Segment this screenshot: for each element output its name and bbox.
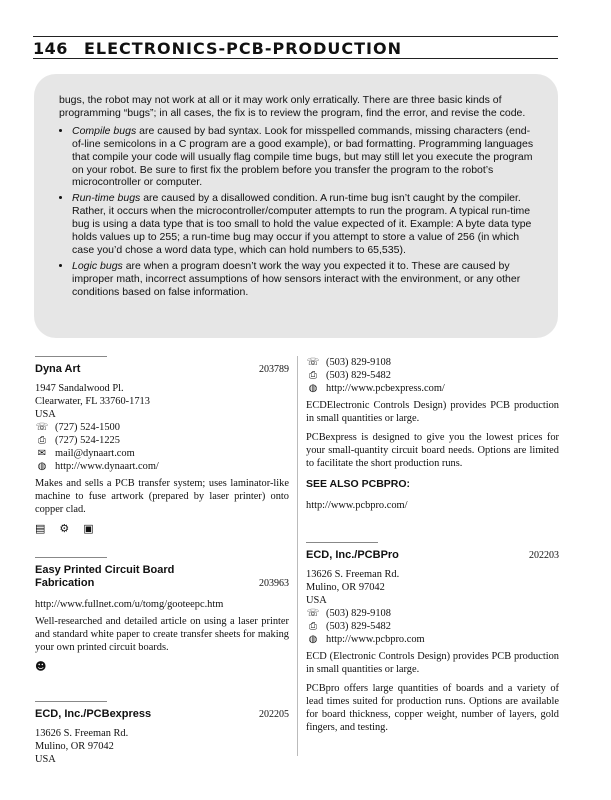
sidebar-box [34,74,558,338]
address-line: Mulino, OR 97042 [306,582,385,593]
entry-description: Well-researched and detailed article on using a laser printer and standard white paper to create transfer sheets for making your own printed circuit boards. [35,616,289,653]
header-rule [33,58,558,59]
country: USA [35,754,56,765]
chapter-title: ELECTRONICS-PCB-PRODUCTION [83,39,402,58]
bullet-text: are when a program doesn’t work the way you expected it to. These are caused by improper math, incorrect assumptions of how sensors interact with the environment, or any other conditions based on false information. [72,259,521,298]
fax-number: (503) 829-5482 [326,621,391,632]
see-also-heading: SEE ALSO PCBPRO: [306,478,411,490]
address-line: Clearwater, FL 33760-1713 [35,396,150,407]
gear-globe-icon: ⚙ [59,522,70,535]
address-line: 13626 S. Freeman Rd. [35,728,129,739]
bullet-term: Run-time bugs [72,192,141,205]
see-also-link[interactable]: http://www.pcbpro.com/ [306,500,408,511]
fax-icon: ⎙ [309,369,317,381]
phone-icon: ☏ [306,607,320,619]
entry-easy-pcb [35,557,289,673]
entry-description: Makes and sells a PCB transfer system; uses laminator-like machine to fuse artwork (prepared by laser printer) onto copper clad. [35,478,289,515]
web-link[interactable]: http://www.fullnet.com/u/tomg/gooteepc.htm [35,599,224,610]
column-divider [297,356,298,756]
page-number: 146 [33,39,68,58]
entry-name: Dyna Art [35,363,81,375]
fax-number: (727) 524-1225 [55,435,120,446]
entry-id: 202203 [529,550,559,561]
entry-dyna-art [35,356,289,535]
entry-id: 203963 [259,578,289,589]
phone-icon: ☏ [306,356,320,368]
bullet-term: Logic bugs [72,259,123,272]
computer-icon: ▣ [83,522,94,535]
right-column [306,356,559,740]
globe-icon: ◍ [308,633,318,645]
phone-number: (727) 524-1500 [55,422,120,433]
fax-icon: ⎙ [309,620,317,632]
entry-id: 202205 [259,709,289,720]
list-item [72,260,535,299]
entry-ecd-pcbexpress-continued [306,356,559,512]
bug-list [59,125,535,299]
entry-description: ECD (Electronic Controls Design) provides PCB production in small quantities or large. [306,651,559,675]
sidebar-intro: bugs, the robot may not work at all or it may work only erratically. There are three basic kinds of programming “bugs”; in all cases, the fix is to review the program, find the error, and revise the code. [59,94,526,119]
web-link[interactable]: http://www.pcbexpress.com/ [326,383,445,394]
web-link[interactable]: http://www.pcbpro.com [326,634,425,645]
country: USA [306,595,327,606]
address-line: Mulino, OR 97042 [35,741,114,752]
entry-description: PCBexpress is designed to give you the lowest prices for your small-quantity circuit board needs. Options are limited to facilitate the short production runs. [306,432,559,469]
entry-ecd-pcbpro [306,542,559,734]
left-column [35,356,289,766]
phone-number: (503) 829-9108 [326,608,391,619]
document-icon: ▤ [35,522,46,535]
address-line: 1947 Sandalwood Pl. [35,383,124,394]
web-link[interactable]: http://www.dynaart.com/ [55,461,159,472]
entry-description: PCBpro offers large quantities of boards and a variety of lead times suited for production runs. Options are available for board thickness, copper weight, number of layers, gold fingers, and testing. [306,683,559,733]
category-icons [35,522,289,535]
header-top-rule [33,36,558,37]
entry-id: 203789 [259,364,289,375]
entry-description: ECDElectronic Controls Design) provides PCB production in small quantities or large. [306,400,559,424]
entry-name: ECD, Inc./PCBexpress [35,708,152,720]
email-link[interactable]: mail@dynaart.com [55,448,135,459]
category-icons [35,660,289,673]
globe-icon: ◍ [37,460,47,472]
address-line: 13626 S. Freeman Rd. [306,569,400,580]
entry-name: ECD, Inc./PCBPro [306,549,399,561]
list-item [72,192,535,257]
page-header [33,39,402,58]
head-speaking-icon: ☻ [35,660,47,673]
entry-ecd-pcbexpress [35,701,289,766]
list-item [72,125,535,190]
fax-icon: ⎙ [38,434,46,446]
globe-icon: ◍ [308,382,318,394]
entry-name: Easy Printed Circuit Board Fabrication [35,564,175,589]
phone-icon: ☏ [35,421,49,433]
bullet-text: are caused by bad syntax. Look for misspelled commands, missing characters (end-of-line semicolons in a C program are a good example), or bad formatting. Programming languages that compile your code will usually flag compile time bugs, but may still let you execute the program on your robot. Be sure to first fix the problem before you transfer the program to the robot’s microcontroller or computer. [72,124,534,189]
email-icon: ✉ [37,447,47,459]
country: USA [35,409,56,420]
bullet-text: are caused by a disallowed condition. A run-time bug isn’t caught by the compiler. Rather, it occurs when the microcontroller/computer attempts to run the program. A typical run-time bug is using a data type that is too small to hold the value expected of it. Example: A byte data type holds values up to 255; a run-time bug may occur if you attempt to store a value of 256 (in which case you’d chose a word data type, which can hold numbers to 65,535). [72,192,532,256]
phone-number: (503) 829-9108 [326,357,391,368]
fax-number: (503) 829-5482 [326,370,391,381]
bullet-term: Compile bugs [72,124,137,137]
